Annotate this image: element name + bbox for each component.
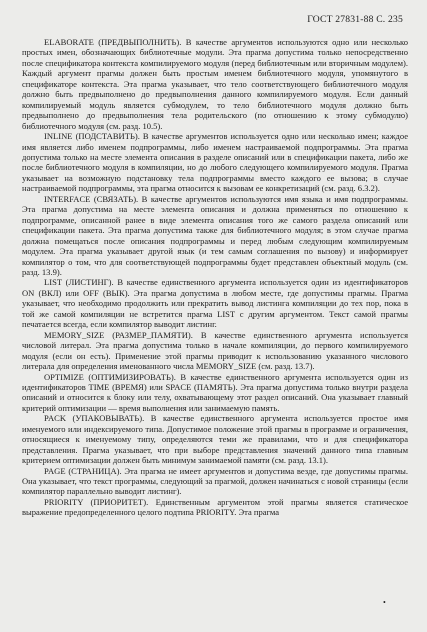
paragraph-memory-size: MEMORY_SIZE (РАЗМЕР_ПАМЯТИ). В качестве единственного аргумента используется числовой литерал. Эта прагма допустима только в начале компиляции, до первого компилируемого модуля (если он есть). Применение этой прагмы приводит к использованию указанного числового литерала для определения именованного числа MEMORY_SIZE (см. разд. 13.7). xyxy=(22,329,408,372)
paragraph-optimize: OPTIMIZE (ОПТИМИЗИРОВАТЬ). В качестве единственного аргумента используется один из идентификаторов TIME (ВРЕМЯ) или SPACE (ПАМЯТЬ). Эта прагма допустима только внутри раздела описаний и относится к блоку или телу, охватывающему этот раздел описаний. Она указывает главный критерий оптимизации — время выполнения или занимаемую память. xyxy=(22,371,408,413)
paragraph-elaborate: ELABORATE (ПРЕДВЫПОЛНИТЬ). В качестве аргументов используются одно или несколько простых имен, обозначающих библиотечные модули. Эта прагма допустима только непосредственно после спецификатора контекста компилируемого модуля (перед библиотечным или вторичным модулем). Каждый аргумент прагмы должен быть простым именем библиотечного модуля, упомянутого в спецификаторе контекста. Эта прагма указывает, что тело соответствующего библиотечного модуля должно быть предвыполнено до предвыполнения данного компилируемого модуля. Если данный компилируемый модуль является субмодулем, то тело библиотечного модуля должно быть предвыполнено до предвыполнения тела родительского (по отношению к этому субмодулю) библиотечного модуля (см. разд. 10.5). xyxy=(22,37,408,131)
paragraph-interface: INTERFACE (СВЯЗАТЬ). В качестве аргументов используются имя языка и имя подпрограммы. Эта прагма допустима на месте элемента описания и должна применяться по отношению к подпрограмме, описанной ранее в виде элемента описания того же самого раздела описаний или спецификации пакета. Эта прагма допустима также для библиотечного модуля; в этом случае прагма должна помещаться после описания подпрограммы и перед любым следующим компилируемым модулем. Эта прагма указывает другой язык (и тем самым соглашения по вызову) и информирует компилятор о том, что для соответствующей подпрограммы будет представлен объектный модуль (см. разд. 13.9). xyxy=(22,193,408,277)
paragraph-list: LIST (ЛИСТИНГ). В качестве единственного аргумента используется один из идентификаторов ON (ВКЛ) или OFF (ВЫК). Эта прагма допустима в любом месте, где допустимы прагмы. Прагма указывает, что необходимо продолжить или прекратить вывод листинга компиляции до тех пор, пока в той же самой компиляции не встретится прагма LIST с другим аргументом. Текст самой прагмы печатается всегда, если компилятор выводит листинг. xyxy=(22,277,408,330)
paragraph-pack: PACK (УПАКОВЫВАТЬ). В качестве единственного аргумента используется простое имя именуемого или индексируемого типа. Допустимое положение этой прагмы в программе и ограничения, относящиеся к именуемому типу, определяются теми же правилами, что и для спецификатора представления. Прагма указывает, что при выборе представления значений данного типа главным критерием оптимизации должен быть минимум занимаемой памяти (см. разд. 13.1). xyxy=(22,413,408,466)
running-header: ГОСТ 27831-88 С. 235 xyxy=(307,14,403,25)
paragraph-inline: INLINE (ПОДСТАВИТЬ). В качестве аргументов используется одно или несколько имен; каждое имя является либо именем подпрограммы, либо именем настраиваемой подпрограммы. Эта прагма допустима только на месте элемента описания в разделе описаний или в спецификации пакета, либо же после библиотечного модуля в компиляции, но до любого следующего компилируемого модуля. Прагма указывает на возможную подстановку тела подпрограммы вместо каждого ее вызова; в случае настраиваемой подпрограммы, эта прагма относится к вызовам ее конкретизаций (см. разд. 6.3.2). xyxy=(22,131,408,194)
document-body xyxy=(22,37,408,518)
paragraph-priority: PRIORITY (ПРИОРИТЕТ). Единственным аргументом этой прагмы является статическое выражение предопределенного целого подтипа PRIORITY. Эта прагма xyxy=(22,496,408,518)
print-speck: • xyxy=(383,598,386,607)
paragraph-page: PAGE (СТРАНИЦА). Эта прагма не имеет аргументов и допустима везде, где допустимы прагмы. Она указывает, что текст программы, следующий за прагмой, должен начинаться с новой страницы (если компилятор параллельно выводит листинг). xyxy=(22,465,408,497)
